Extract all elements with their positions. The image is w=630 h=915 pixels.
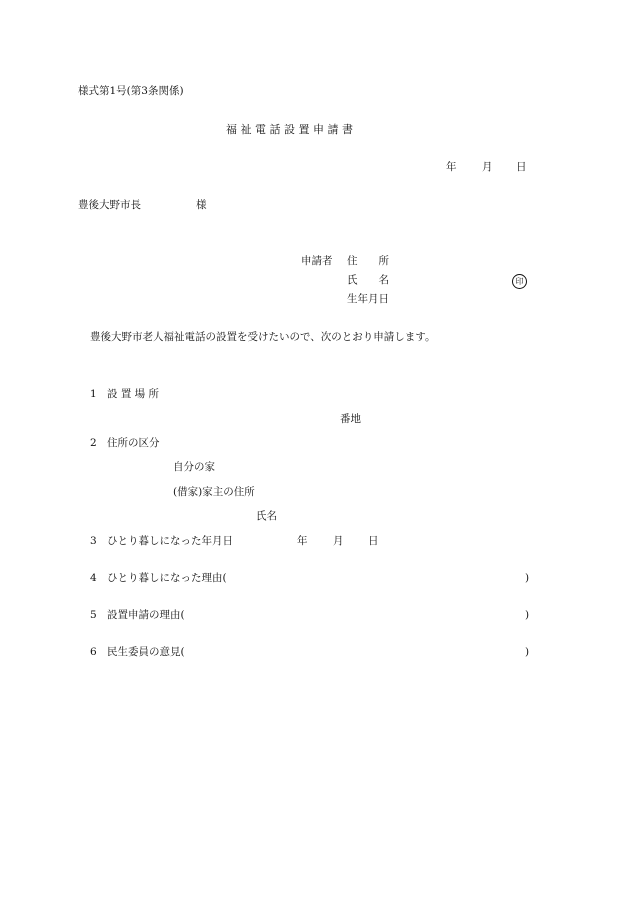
item-1-label: 設 置 場 所 [107,388,160,400]
date-day-label: 日 [516,161,527,173]
item-5-close-paren: ) [525,609,530,621]
addressee-name: 豊後大野市長 [78,199,141,211]
item-4-number: 4 [90,572,97,584]
form-number: 様式第1号(第3条関係) [78,85,184,97]
item-3-month: 月 [333,535,344,547]
seal-text: 印 [512,274,527,289]
addressee-honorific: 様 [196,199,207,211]
item-2-number: 2 [90,437,97,449]
item-1-number: 1 [90,388,97,400]
date-year-label: 年 [446,161,457,173]
item-4-label: ひとり暮しになった理由( [107,572,227,584]
applicant-birthdate-label: 生年月日 [347,293,389,305]
item-3-day: 日 [368,535,379,547]
form-title: 福 祉 電 話 設 置 申 請 書 [226,123,353,136]
item-3-label: ひとり暮しになった年月日 [107,535,233,547]
item-6-close-paren: ) [525,646,530,658]
residence-rented: (借家)家主の住所 [173,486,255,498]
applicant-name-label: 氏 名 [347,274,389,286]
item-6-label: 民生委員の意見( [107,646,185,658]
residence-own-home: 自分の家 [173,461,215,473]
item-2-label: 住所の区分 [107,437,160,449]
applicant-label: 申請者 [301,255,333,267]
residence-owner-name: 氏名 [256,510,277,522]
item-3-number: 3 [90,535,97,547]
item-3-year: 年 [297,535,308,547]
seal-mark [512,274,527,289]
applicant-address-label: 住 所 [347,255,389,267]
item-1-lot-label: 番地 [340,413,361,425]
item-5-label: 設置申請の理由( [107,609,185,621]
item-4-close-paren: ) [525,572,530,584]
date-month-label: 月 [482,161,493,173]
item-5-number: 5 [90,609,97,621]
item-6-number: 6 [90,646,97,658]
intro-text: 豊後大野市老人福祉電話の設置を受けたいので、次のとおり申請します。 [90,331,436,343]
